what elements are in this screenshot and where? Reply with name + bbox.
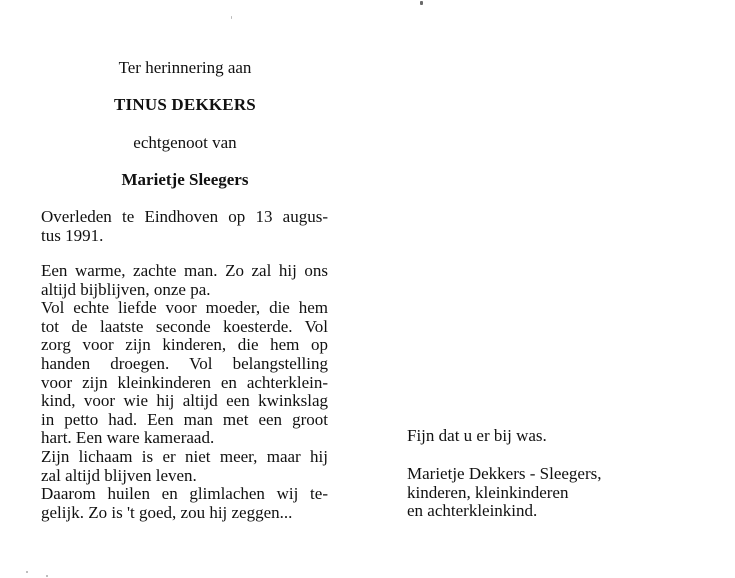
death-notice xyxy=(41,208,328,245)
tribute-line: hart. Een ware kameraad. xyxy=(41,428,215,448)
tribute-line: Zijn lichaam is er niet meer, maar hij xyxy=(41,446,328,466)
thanks-message: Fijn dat u er bij was. xyxy=(407,426,547,445)
paper-speck xyxy=(46,575,48,577)
death-notice-line: tus 1991. xyxy=(41,225,104,245)
tribute-line: altijd bijblijven, onze pa. xyxy=(41,279,211,299)
tribute-line: voor zijn kleinkinderen en achterklein- xyxy=(41,372,328,392)
tribute-line: kind, voor wie hij altijd een kwinkslag xyxy=(41,391,328,411)
tribute-line: gelijk. Zo is 't goed, zou hij zeggen... xyxy=(41,502,293,522)
tribute-line: Daarom huilen en glimlachen wij te- xyxy=(41,484,328,504)
signature xyxy=(407,465,601,521)
paper-speck xyxy=(26,571,28,573)
tribute-line: zal altijd blijven leven. xyxy=(41,465,197,485)
relation-text: echtgenoot van xyxy=(133,133,237,152)
tribute-line: handen droegen. Vol belangstelling xyxy=(41,353,328,373)
tribute-line: in petto had. Een man met een groot xyxy=(41,409,328,429)
paper-speck xyxy=(231,16,232,19)
signature-line: kinderen, kleinkinderen xyxy=(407,482,569,502)
death-notice-line: Overleden te Eindhoven op 13 augus- xyxy=(41,207,328,226)
tribute-text xyxy=(41,262,328,522)
tribute-line: Een warme, zachte man. Zo zal hij ons xyxy=(41,261,328,280)
tribute-line: tot de laatste seconde koesterde. Vol xyxy=(41,316,328,336)
signature-line: en achterkleinkind. xyxy=(407,501,538,520)
intro-text: Ter herinnering aan xyxy=(118,58,252,77)
spouse-name: Marietje Sleegers xyxy=(121,170,249,189)
tribute-line: Vol echte liefde voor moeder, die hem xyxy=(41,298,328,318)
signature-line: Marietje Dekkers - Sleegers, xyxy=(407,464,602,483)
right-panel xyxy=(370,0,735,578)
deceased-name: TINUS DEKKERS xyxy=(114,95,256,114)
paper-speck xyxy=(420,1,423,5)
tribute-line: zorg voor zijn kinderen, die hem op xyxy=(41,335,328,355)
